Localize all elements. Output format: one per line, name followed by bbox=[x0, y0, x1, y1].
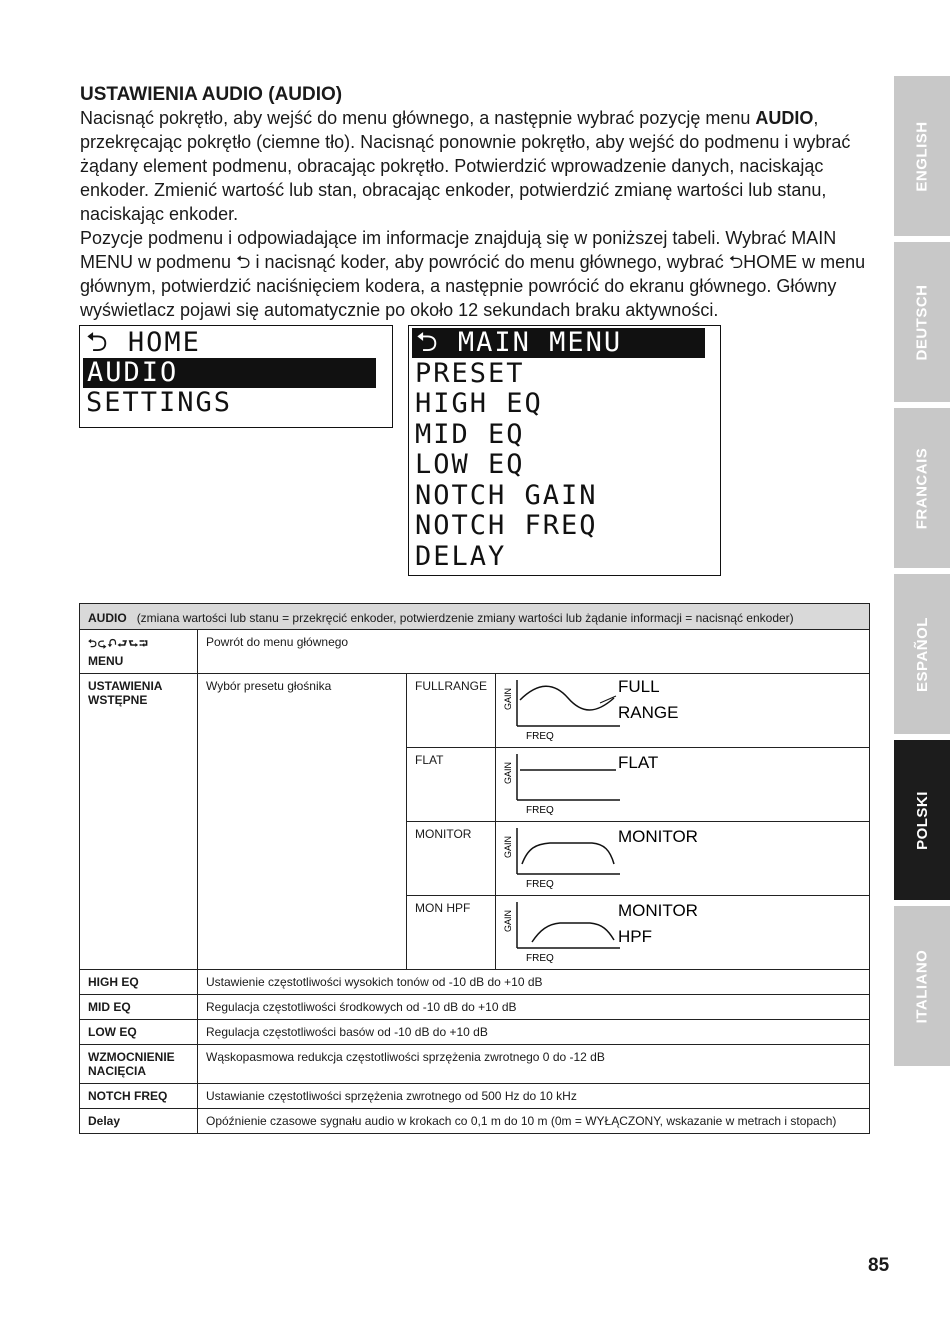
fullrange-label-1: FULL bbox=[618, 677, 660, 696]
fullrange-curve-diagram bbox=[496, 674, 882, 747]
menu-key-cell bbox=[80, 630, 198, 674]
section-title: USTAWIENIA AUDIO (AUDIO) bbox=[80, 84, 343, 105]
preset-name-monitor: MONITOR bbox=[407, 822, 496, 896]
row-key bbox=[80, 1045, 198, 1084]
gain-axis-label: GAIN bbox=[503, 761, 514, 784]
intro-paragraph-2: Pozycje podmenu i odpowiadające im informacje znajdują się w poniższej tabeli. Wybrać MAIN MENU w podmenu ⮌ i nacisnąć koder, aby powrócić do menu głównego, wybrać ⮌HOME w menu głównym, potwierdzić naciśnięciem kodera, a następnie powrócić do ekranu głównego. Główny wyświetlacz pojawi się automatycznie po około 12 sekundach braku aktywności. bbox=[80, 228, 866, 320]
audio-settings-table bbox=[79, 603, 870, 1134]
menu-desc: Powrót do menu głównego bbox=[198, 630, 870, 674]
preset-key-line1: USTAWIENIA bbox=[88, 679, 163, 693]
freq-axis-label: FREQ bbox=[526, 953, 554, 964]
row-desc: Ustawianie częstotliwości sprzężenia zwrotnego od 500 Hz do 10 kHz bbox=[198, 1084, 870, 1109]
tab-label: POLSKI bbox=[913, 790, 931, 850]
lcd-main-menu bbox=[79, 325, 393, 428]
lcd-row-mid-eq: MID EQ bbox=[415, 419, 525, 450]
preset-key-line2: WSTĘPNE bbox=[88, 693, 148, 707]
intro-paragraph-1 bbox=[80, 106, 870, 226]
row-desc: Regulacja częstotliwości środkowych od -10 dB do +10 dB bbox=[198, 995, 870, 1020]
mon-hpf-label-1: MONITOR bbox=[618, 901, 698, 920]
preset-name-mon-hpf: MON HPF bbox=[407, 896, 496, 970]
lcd-row-notch-freq: NOTCH FREQ bbox=[415, 510, 598, 541]
freq-axis-label: FREQ bbox=[526, 879, 554, 890]
lcd-row-audio-selected: AUDIO bbox=[83, 358, 376, 388]
row-key-line1: WZMOCNIENIE bbox=[88, 1050, 175, 1064]
freq-axis-label: FREQ bbox=[526, 731, 554, 742]
menu-key: MENU bbox=[88, 654, 124, 668]
tab-label: ITALIANO bbox=[913, 949, 931, 1023]
row-desc: Wąskopasmowa redukcja częstotliwości sprzężenia zwrotnego 0 do -12 dB bbox=[198, 1045, 870, 1084]
tab-label: ENGLISH bbox=[913, 120, 931, 192]
lcd-row-main-menu-selected: ⮌ MAIN MENU bbox=[412, 328, 705, 358]
mon-hpf-curve-diagram bbox=[496, 896, 882, 969]
row-key: Delay bbox=[80, 1109, 198, 1134]
header-key: AUDIO bbox=[88, 611, 127, 625]
preset-desc: Wybór presetu głośnika bbox=[198, 674, 407, 970]
table-row-notch-freq bbox=[80, 1084, 870, 1109]
row-desc: Opóźnienie czasowe sygnału audio w krokach co 0,1 m do 10 m (0m = WYŁĄCZONY, wskazanie w metrach i stopach) bbox=[198, 1109, 870, 1134]
table-header bbox=[80, 604, 870, 630]
fullrange-label-2: RANGE bbox=[618, 703, 679, 722]
row-key-line2: NACIĘCIA bbox=[88, 1064, 147, 1078]
preset-name-flat: FLAT bbox=[407, 748, 496, 822]
intro-text-part: Nacisnąć pokrętło, aby wejść do menu głównego, a następnie wybrać pozycję menu bbox=[80, 108, 756, 128]
table-row-notch-gain bbox=[80, 1045, 870, 1084]
lcd-row-notch-gain: NOTCH GAIN bbox=[415, 480, 598, 511]
lcd-audio-submenu bbox=[408, 325, 721, 576]
preset-diagram-mon-hpf bbox=[496, 896, 870, 970]
return-arrows-icon: ⮌⮎⮏⮐⮑⮒ bbox=[88, 637, 149, 650]
page-number: 85 bbox=[868, 1255, 890, 1276]
tab-deutsch[interactable] bbox=[894, 242, 950, 402]
row-desc: Ustawienie częstotliwości wysokich tonów od -10 dB do +10 dB bbox=[198, 970, 870, 995]
tab-label: ESPAÑOL bbox=[913, 616, 931, 692]
preset-diagram-monitor bbox=[496, 822, 870, 896]
flat-label: FLAT bbox=[618, 753, 659, 772]
tab-label: DEUTSCH bbox=[913, 283, 931, 361]
lcd-row-low-eq: LOW EQ bbox=[415, 449, 525, 480]
table-row-low-eq bbox=[80, 1020, 870, 1045]
table-row-preset-fullrange bbox=[80, 674, 870, 748]
tab-polski[interactable] bbox=[894, 740, 950, 900]
table-header-row bbox=[80, 604, 870, 630]
preset-diagram-fullrange bbox=[496, 674, 870, 748]
freq-axis-label: FREQ bbox=[526, 805, 554, 816]
tab-espanol[interactable] bbox=[894, 574, 950, 734]
flat-curve-diagram bbox=[496, 748, 882, 821]
preset-diagram-flat bbox=[496, 748, 870, 822]
row-key: NOTCH FREQ bbox=[80, 1084, 198, 1109]
lcd-row-settings: SETTINGS bbox=[86, 387, 233, 418]
gain-axis-label: GAIN bbox=[503, 687, 514, 710]
lcd-row-home: ⮌ HOME bbox=[86, 327, 201, 358]
header-text: (zmiana wartości lub stanu = przekręcić enkoder, potwierdzenie zmiany wartości lub żądanie informacji = nacisnąć enkoder) bbox=[136, 611, 794, 625]
table-row-high-eq bbox=[80, 970, 870, 995]
tab-francais[interactable] bbox=[894, 408, 950, 568]
gain-axis-label: GAIN bbox=[503, 909, 514, 932]
table-row-delay bbox=[80, 1109, 870, 1134]
lcd-row-preset: PRESET bbox=[415, 358, 525, 389]
row-key: LOW EQ bbox=[80, 1020, 198, 1045]
intro-bold-audio: AUDIO bbox=[755, 108, 814, 128]
table-row-mid-eq bbox=[80, 995, 870, 1020]
gain-axis-label: GAIN bbox=[503, 835, 514, 858]
intro-text bbox=[80, 106, 870, 322]
table-row-menu bbox=[80, 630, 870, 674]
tab-italiano[interactable] bbox=[894, 906, 950, 1066]
row-desc: Regulacja częstotliwości basów od -10 dB do +10 dB bbox=[198, 1020, 870, 1045]
monitor-curve-diagram bbox=[496, 822, 882, 895]
tab-english[interactable] bbox=[894, 76, 950, 236]
tab-label: FRANCAIS bbox=[913, 447, 931, 529]
intro-text-part: , przekręcając pokrętło (ciemne tło). Nacisnąć ponownie pokrętło, aby wejść do podmenu i wybrać żądany element podmenu, obracając pokrętło. Potwierdzić wprowadzenie danych, naciskając enkoder. Zmienić wartość lub stan, obracając enkoder, potwierdzić zmianę wartości lub stanu, naciskając enkoder. bbox=[80, 108, 851, 224]
row-key: MID EQ bbox=[80, 995, 198, 1020]
row-key: HIGH EQ bbox=[80, 970, 198, 995]
preset-key-cell bbox=[80, 674, 198, 970]
lcd-row-high-eq: HIGH EQ bbox=[415, 388, 543, 419]
preset-name-fullrange: FULLRANGE bbox=[407, 674, 496, 748]
lcd-row-delay: DELAY bbox=[415, 541, 507, 572]
monitor-label: MONITOR bbox=[618, 827, 698, 846]
mon-hpf-label-2: HPF bbox=[618, 927, 653, 946]
